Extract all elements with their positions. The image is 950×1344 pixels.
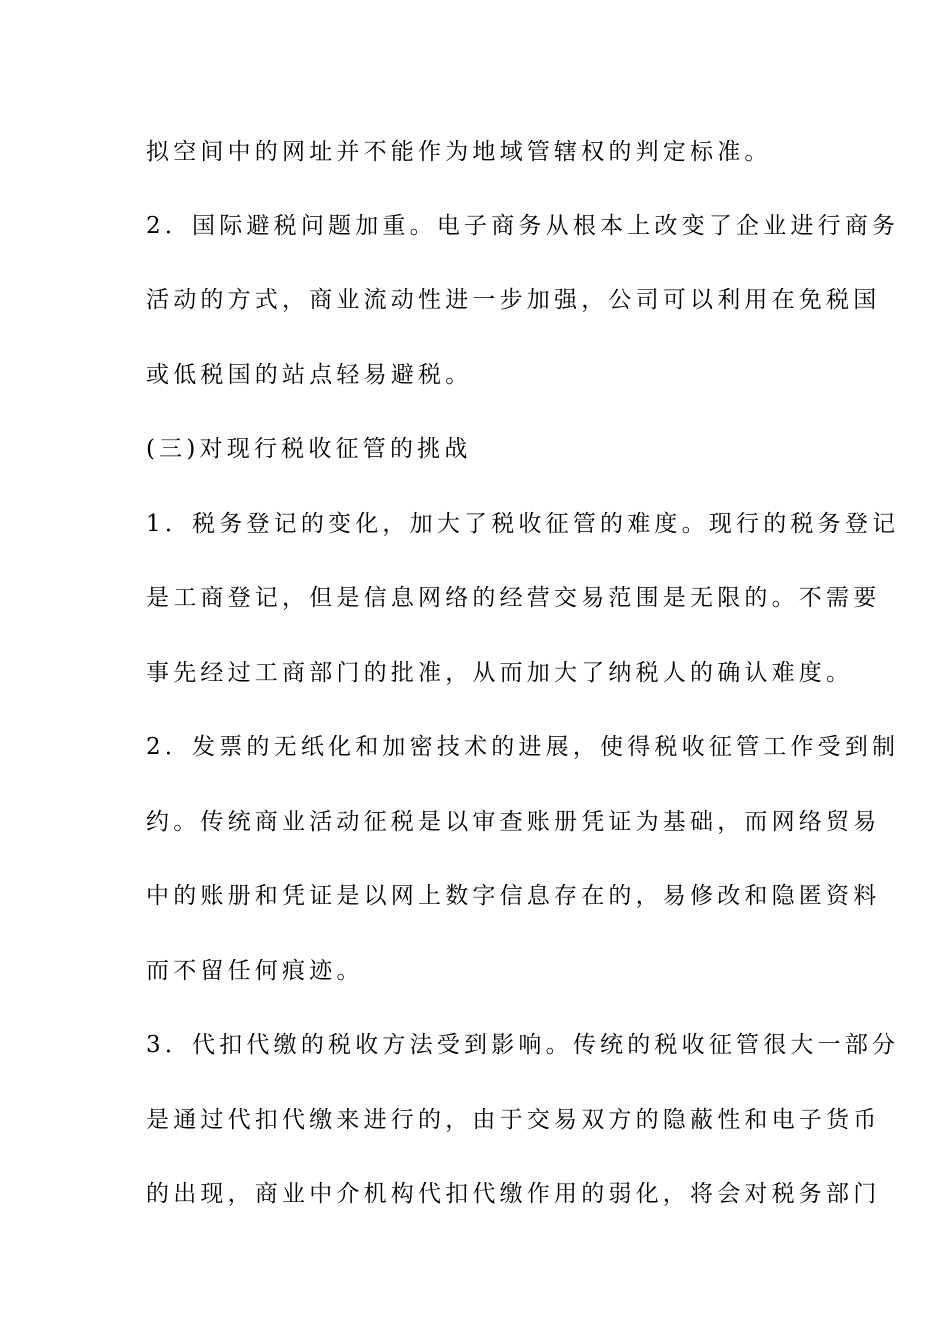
- text-line: 是通过代扣代缴来进行的，由于交易双方的隐蔽性和电子货币: [146, 1107, 881, 1133]
- text-line: 的出现，商业中介机构代扣代缴作用的弱化，将会对税务部门: [146, 1181, 881, 1207]
- text-line: 约。传统商业活动征税是以审查账册凭证为基础，而网络贸易: [146, 809, 881, 835]
- text-line: 或低税国的站点轻易避税。: [146, 362, 473, 388]
- text-line: 1．税务登记的变化，加大了税收征管的难度。现行的税务登记: [146, 511, 900, 537]
- text-line: 中的账册和凭证是以网上数字信息存在的，易修改和隐匿资料: [146, 883, 881, 909]
- text-line: 2．发票的无纸化和加密技术的进展，使得税收征管工作受到制: [146, 734, 900, 760]
- text-line: 事先经过工商部门的批准，从而加大了纳税人的确认难度。: [146, 660, 854, 686]
- text-line: 而不留任何痕迹。: [146, 958, 364, 984]
- text-line: 是工商登记，但是信息网络的经营交易范围是无限的。不需要: [146, 585, 881, 611]
- text-line: 2．国际避税问题加重。电子商务从根本上改变了企业进行商务: [146, 213, 900, 239]
- text-line: 拟空间中的网址并不能作为地域管辖权的判定标准。: [146, 139, 772, 165]
- text-line: 活动的方式，商业流动性进一步加强，公司可以利用在免税国: [146, 287, 881, 313]
- section-heading: (三)对现行税收征管的挑战: [146, 436, 472, 462]
- text-line: 3．代扣代缴的税收方法受到影响。传统的税收征管很大一部分: [146, 1032, 900, 1058]
